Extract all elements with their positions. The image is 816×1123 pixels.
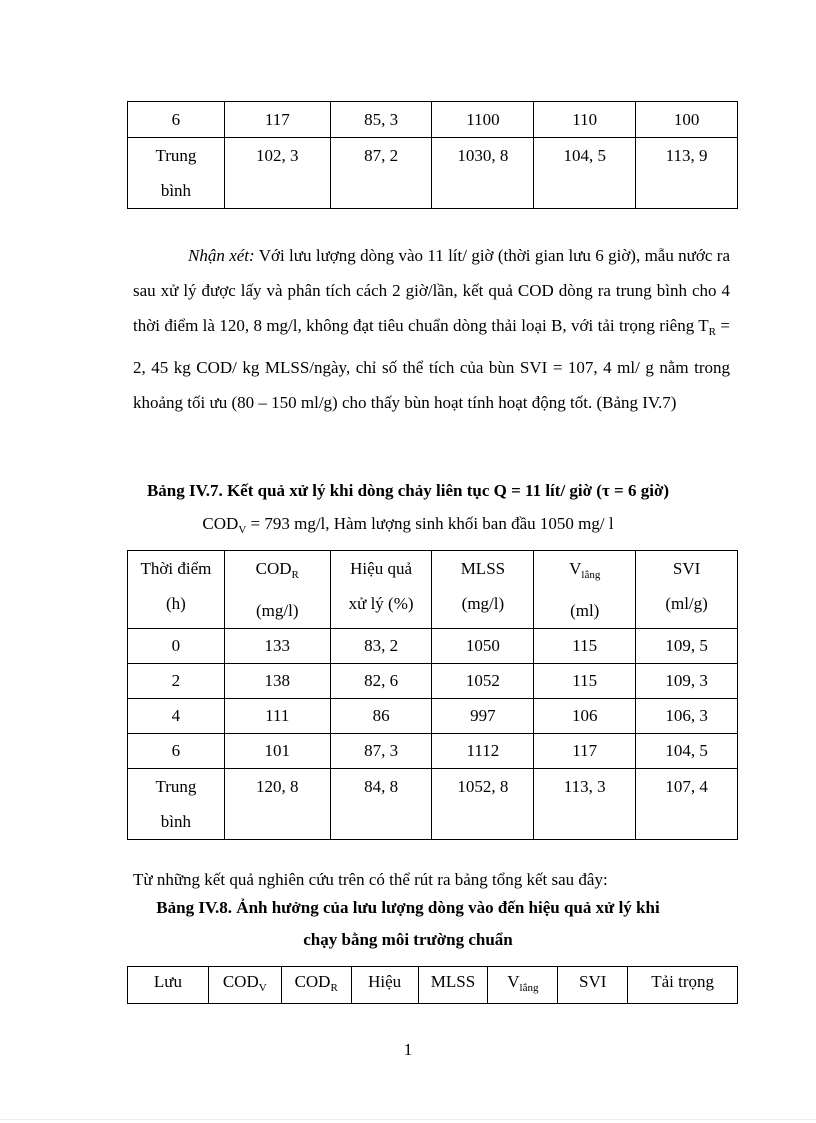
- header-line1: Thời điểm: [140, 559, 212, 578]
- table8-title-line2: chạy bằng môi trường chuẩn: [303, 930, 513, 949]
- table-cell: [534, 138, 636, 209]
- top-table: [127, 101, 738, 209]
- header-main: MLSS: [430, 972, 476, 991]
- header-cell: [432, 551, 534, 629]
- header-line1: Hiệu quả: [350, 559, 412, 578]
- table-cell: [432, 629, 534, 664]
- table-cell-line: 138: [264, 671, 290, 690]
- header-cell: [534, 551, 636, 629]
- header-subscript: R: [330, 982, 338, 994]
- table-cell-line: 87, 2: [364, 146, 399, 165]
- table-cell-line: 1030, 8: [457, 146, 509, 165]
- table-cell: [128, 699, 225, 734]
- table-cell: [432, 734, 534, 769]
- table-cell: [224, 664, 330, 699]
- remark-label: Nhận xét:: [188, 246, 255, 265]
- header-cell: [224, 551, 330, 629]
- header-cell: [488, 967, 558, 1004]
- header-main: V: [507, 972, 520, 991]
- header-subscript: lắng: [581, 569, 601, 581]
- header-line2: (mg/l): [256, 601, 299, 620]
- header-cell: [636, 551, 738, 629]
- table-cell-line: 106: [571, 706, 598, 725]
- table-cell: [534, 699, 636, 734]
- table-cell-line: 87, 3: [364, 741, 399, 760]
- table-cell: [330, 102, 432, 138]
- page-bottom-divider: [0, 1119, 816, 1120]
- table-cell-line: 2: [171, 671, 181, 690]
- header-line1: SVI: [672, 559, 701, 578]
- header-main: COD: [294, 972, 331, 991]
- table-cell-line: 83, 2: [364, 636, 399, 655]
- table-row: [128, 138, 738, 209]
- table-cell: [432, 769, 534, 840]
- table-cell: [636, 102, 738, 138]
- remark-text-2: = 2, 45 kg COD/ kg MLSS/ngày, chỉ số thể tích của bùn SVI = 107, 4 ml/ g nằm trong khoảng tối ưu (80 – 150 ml/g) cho thấy bùn hoạt tính hoạt động tốt. (Bảng IV.7): [133, 316, 730, 412]
- table-cell: [330, 699, 432, 734]
- header-line2: xử lý (%): [348, 594, 414, 613]
- table-cell-line: 106, 3: [665, 706, 708, 725]
- table-cell-line: 86: [372, 706, 390, 725]
- table-cell: [534, 734, 636, 769]
- table-cell: [330, 734, 432, 769]
- table-cell-line: Trung: [155, 146, 197, 165]
- remark-paragraph: [133, 238, 730, 420]
- table-cell-line: 110: [572, 110, 598, 129]
- header-cell: [418, 967, 488, 1004]
- table-cell-line: 117: [572, 741, 598, 760]
- table-cell: [224, 699, 330, 734]
- table-cell: [432, 138, 534, 209]
- header-row: [128, 551, 738, 629]
- table-row: [128, 769, 738, 840]
- table-cell: [224, 734, 330, 769]
- table-cell-line: 85, 3: [364, 110, 399, 129]
- table-cell-line: 1052: [465, 671, 500, 690]
- header-line1: COD: [255, 559, 292, 578]
- table-cell: [636, 138, 738, 209]
- table-cell-line: 82, 6: [364, 671, 399, 690]
- table-cell: [128, 629, 225, 664]
- table-row: [128, 102, 738, 138]
- table-cell-line: 104, 5: [665, 741, 708, 760]
- table-cell-line: 6: [171, 110, 181, 129]
- table-cell-line: 113, 3: [563, 777, 606, 796]
- table-cell: [330, 769, 432, 840]
- table-cell: [330, 664, 432, 699]
- header-cell: [128, 551, 225, 629]
- header-line2: (mg/l): [461, 594, 505, 613]
- header-cell: [558, 967, 628, 1004]
- table-cell-line: 100: [673, 110, 700, 129]
- table-cell-line: 997: [470, 706, 496, 725]
- table-cell: [432, 699, 534, 734]
- table-row: [128, 699, 738, 734]
- table-cell-line: 84, 8: [364, 777, 399, 796]
- table-cell: [330, 629, 432, 664]
- table7: [127, 550, 738, 840]
- header-cell: [128, 967, 209, 1004]
- table-cell-line: 115: [572, 636, 598, 655]
- table-cell-line: 113, 9: [665, 146, 708, 165]
- header-main: Lưu: [153, 972, 182, 991]
- table-row: [128, 734, 738, 769]
- table-cell-line: 101: [264, 741, 290, 760]
- table-cell-line: bình: [160, 812, 192, 831]
- table-cell: [330, 138, 432, 209]
- table-cell-line: 117: [264, 110, 290, 129]
- table-cell-line: 1100: [466, 110, 500, 129]
- table-cell-line: 109, 5: [665, 636, 708, 655]
- table-cell-line: 133: [264, 636, 290, 655]
- table-cell: [128, 102, 225, 138]
- table8-title-line1: Bảng IV.8. Ảnh hưởng của lưu lượng dòng vào đến hiệu quả xử lý khi: [156, 898, 660, 917]
- header-cell: [208, 967, 281, 1004]
- header-main: SVI: [579, 972, 607, 991]
- table-cell: [534, 102, 636, 138]
- table-cell-line: 4: [171, 706, 181, 725]
- table-cell: [636, 769, 738, 840]
- header-line1: MLSS: [460, 559, 506, 578]
- header-line2: (h): [166, 594, 186, 613]
- tr-symbol: $T_R$: [698, 316, 717, 338]
- header-cell: [281, 967, 351, 1004]
- table-cell-line: 1112: [466, 741, 500, 760]
- table8: [127, 966, 738, 1004]
- table-cell: [224, 629, 330, 664]
- table-cell: [128, 138, 225, 209]
- header-main: Tải trọng: [651, 972, 714, 991]
- table-cell: [534, 664, 636, 699]
- table7-subtitle: $COD_V = 793$ mg/l, Hàm lượng sinh khối ban đầu 1050 mg/ l: [202, 514, 614, 536]
- table-cell-line: 1050: [465, 636, 500, 655]
- header-cell: [330, 551, 432, 629]
- table-cell: [432, 664, 534, 699]
- table-cell-line: bình: [160, 181, 192, 200]
- table-cell-line: 0: [171, 636, 181, 655]
- header-line2: (ml): [570, 601, 600, 620]
- header-cell: [628, 967, 738, 1004]
- table-cell: [224, 138, 330, 209]
- header-cell: [351, 967, 418, 1004]
- header-line2: (ml/g): [665, 594, 708, 613]
- table-cell: [636, 734, 738, 769]
- table-cell-line: 120, 8: [256, 777, 299, 796]
- remark-text: Với lưu lượng dòng vào 11 lít/ giờ (thời gian lưu 6 giờ), mẫu nước ra sau xử lý được lấy và phân tích cách 2 giờ/lần, kết quả COD dòng ra trung bình cho 4 thời điểm là 120, 8 mg/l, không đạt tiêu chuẩn dòng thải loại B, với tải trọng riêng: [133, 246, 730, 335]
- page-number: 1: [403, 1040, 413, 1059]
- table-cell: [128, 734, 225, 769]
- table-cell-line: 1052, 8: [457, 777, 509, 796]
- table-cell-line: 107, 4: [665, 777, 708, 796]
- table-cell-line: 104, 5: [563, 146, 606, 165]
- table-cell-line: 6: [171, 741, 181, 760]
- header-subscript: lắng: [519, 982, 539, 994]
- table-cell: [128, 769, 225, 840]
- table-cell: [636, 699, 738, 734]
- header-main: COD: [222, 972, 259, 991]
- header-subscript: V: [258, 982, 267, 994]
- header-row: [128, 967, 738, 1004]
- table-cell: [636, 629, 738, 664]
- table-row: [128, 664, 738, 699]
- summary-paragraph: Từ những kết quả nghiên cứu trên có thể rút ra bảng tổng kết sau đây:: [133, 870, 608, 889]
- table-cell-line: 111: [265, 706, 290, 725]
- table-cell-line: Trung: [155, 777, 197, 796]
- table-cell-line: 102, 3: [256, 146, 299, 165]
- table-cell: [534, 629, 636, 664]
- header-subscript: R: [291, 569, 299, 581]
- header-main: Hiệu: [368, 972, 402, 991]
- table7-title: Bảng IV.7. Kết quả xử lý khi dòng chảy liên tục Q = 11 lít/ giờ (τ = 6 giờ): [146, 481, 670, 500]
- table-cell-line: 109, 3: [665, 671, 708, 690]
- table-cell: [128, 664, 225, 699]
- table-cell: [224, 769, 330, 840]
- table-cell-line: 115: [572, 671, 598, 690]
- table-cell: [636, 664, 738, 699]
- table-row: [128, 629, 738, 664]
- header-line1: V: [569, 559, 582, 578]
- table-cell: [432, 102, 534, 138]
- table-cell: [224, 102, 330, 138]
- table-cell: [534, 769, 636, 840]
